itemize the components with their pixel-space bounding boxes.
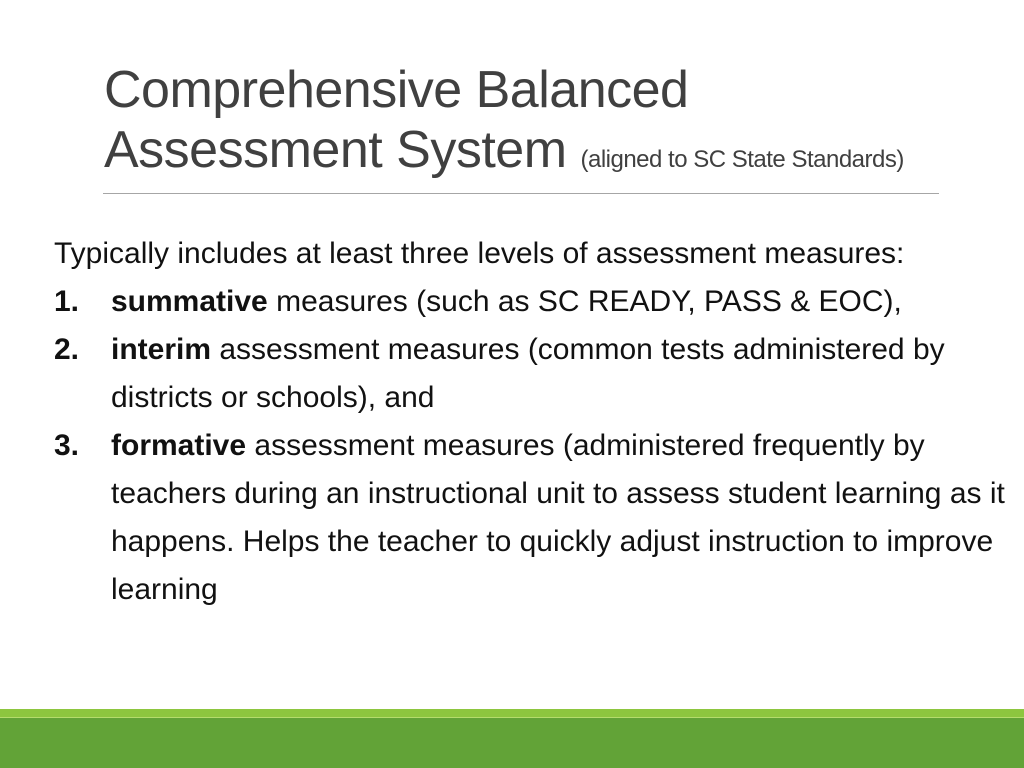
footer-band <box>0 718 1024 768</box>
footer-band-highlight <box>0 709 1024 718</box>
item-number: 1. <box>54 285 80 318</box>
title-divider <box>103 193 939 194</box>
slide-title <box>104 60 944 190</box>
item-number: 3. <box>54 429 80 462</box>
item-keyword: summative <box>111 285 268 318</box>
item-keyword: interim <box>111 333 212 366</box>
item-text: assessment measures (common tests administered by districts or schools), and <box>111 333 945 414</box>
item-number: 2. <box>54 333 80 366</box>
title-subtitle: (aligned to SC State Standards) <box>580 146 904 173</box>
assessment-levels-list <box>54 278 1024 614</box>
list-item <box>54 278 1024 326</box>
title-line-2 <box>104 120 944 190</box>
intro-text: Typically includes at least three levels of assessment measures: <box>54 237 905 270</box>
title-line-1: Comprehensive Balanced <box>104 61 689 119</box>
list-item <box>54 422 1024 614</box>
slide-body <box>54 230 1024 614</box>
item-text: assessment measures (administered frequently by teachers during an instructional unit to assess student learning as it happens. Helps the teacher to quickly adjust instruction to improve learning <box>111 429 1005 606</box>
item-keyword: formative <box>111 429 247 462</box>
item-text: measures (such as SC READY, PASS & EOC), <box>267 285 902 318</box>
title-main: Assessment System <box>104 121 567 179</box>
list-item <box>54 326 1024 422</box>
